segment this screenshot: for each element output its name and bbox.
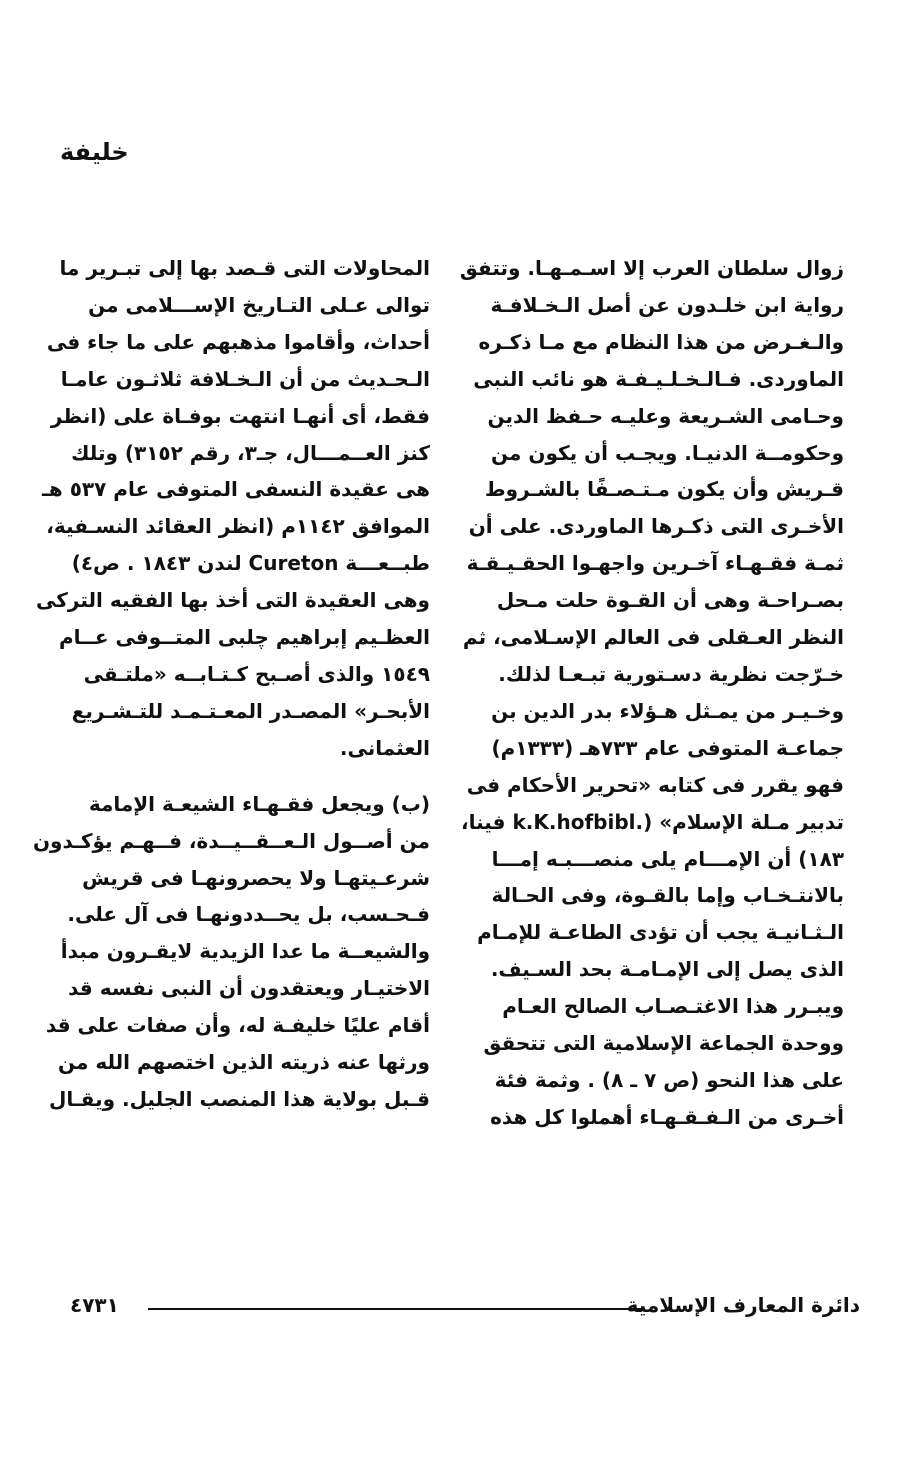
text-line: فـحـسب، بل يحــددونهـا فى آل على. — [67, 902, 430, 927]
text-line: العظـيم إبراهيم چلبى المتــوفى عــام — [58, 625, 430, 650]
encyclopedia-title: دائرة المعارف الإسلامية — [626, 1293, 860, 1317]
text-line: فهو يقرر فى كتابه «تحرير الأحكام فى — [466, 772, 844, 797]
text-line: أقام عليًا خليفـة له، وأن صفات على قد — [45, 1013, 430, 1038]
paragraph — [32, 786, 430, 1118]
text-line: توالى عـلى التـاريخ الإســـلامى من — [88, 292, 430, 317]
text-line: الأخـرى التى ذكـرها الماوردى. على أن — [468, 514, 844, 539]
text-line: زوال سلطان العرب إلا اسـمـهـا. وتتفق — [459, 256, 844, 280]
text-line: الذى يصل إلى الإمـامـة بحد السـيف. — [490, 957, 844, 982]
text-line: (ب) ويجعل فقـهـاء الشيعـة الإمامة — [88, 791, 430, 816]
text-line: والـغـرض من هذا النظام مع مـا ذكـره — [478, 329, 844, 354]
text-line: بالانتـخـاب وإما بالقـوة، وفى الحـالة — [491, 883, 844, 908]
text-line: ويبـرر هذا الاغتـصـاب الصالح العـام — [502, 994, 844, 1019]
text-line: وهى العقيدة التى أخذ بها الفقيه التركى — [36, 588, 430, 613]
text-line: ثمـة فقـهـاء آخـرين واجهـوا الحقـيـقـة — [466, 551, 844, 576]
text-line: قـريش وأن يكون مـتـصـفًا بالشـروط — [484, 477, 844, 502]
text-column-left — [32, 250, 430, 1118]
text-line: طبــعـــة Cureton لندن ١٨٤٣ . ص٤) — [71, 551, 430, 576]
text-line: وخـيـر من يمـثل هـؤلاء بدر الدين بن — [491, 698, 844, 723]
text-line: وحكومــة الدنيـا. ويجـب أن يكون من — [491, 440, 844, 465]
text-line: وحـامى الشـريعة وعليـه حـفظ الدين — [487, 403, 844, 428]
paragraph-gap — [70, 767, 430, 786]
text-line: الماوردى. فـالـخـلـيـفـة هو نائب النبى — [473, 366, 844, 391]
text-column-right — [459, 250, 844, 1136]
text-line: من أصــول الـعــقــيــدة، فــهـم يؤكـدون — [32, 828, 430, 853]
text-line: النظر العـقلى فى العالم الإسـلامى، ثم — [462, 625, 844, 650]
text-line: الـثـانيـة يجب أن تؤدى الطاعـة للإمـام — [477, 920, 844, 945]
running-head: خليفة — [60, 138, 129, 166]
text-line: شرعـيتهـا ولا يحصرونهـا فى قريش — [82, 865, 430, 890]
text-line: ورثها عنه ذريته الذين اختصهم الله من — [58, 1050, 430, 1075]
text-line: فقط، أى أنهـا انتهت بوفـاة على (انظر — [50, 403, 430, 428]
text-line: الاختيـار ويعتقدون أن النبى نفسه قد — [68, 976, 430, 1001]
text-line: ١٥٤٩ والذى أصـبح كـتـابــه «ملتـقى — [83, 661, 430, 686]
footer-rule — [148, 1308, 645, 1310]
text-line: والشيعــة ما عدا الزيدية لايقـرون مبدأ — [60, 939, 430, 964]
paragraph — [36, 250, 430, 767]
text-line: خـرّجت نظرية دسـتورية تبـعـا لذلك. — [498, 661, 844, 686]
page-number: ٤٧٣١ — [70, 1293, 119, 1317]
text-line: الأبحـر» المصـدر المعـتـمـد للتـشـريع — [71, 698, 430, 723]
text-line: ١٨٣) أن الإمـــام يلى منصـــبـه إمـــا — [491, 846, 844, 871]
text-line: المحاولات التى قـصد بها إلى تبـرير ما — [59, 256, 430, 280]
text-line: رواية ابن خلـدون عن أصل الـخـلافـة — [490, 292, 844, 317]
text-line: ووحدة الجماعة الإسلامية التى تتحقق — [483, 1031, 844, 1056]
text-line: أحداث، وأقاموا مذهبهم على ما جاء فى — [46, 329, 430, 354]
text-line: أخـرى من الـفـقـهـاء أهملوا كل هذه — [490, 1104, 844, 1129]
text-line: قـبل بولاية هذا المنصب الجليل. ويقـال — [48, 1086, 430, 1111]
text-line: على هذا النحو (ص ٧ ـ ٨) . وثمة فئة — [494, 1067, 844, 1092]
text-line: هى عقيدة النسفى المتوفى عام ٥٣٧ هـ — [42, 477, 430, 502]
text-line: تدبير مـلة الإسلام» (.k.K.hofbibl فينا، — [460, 809, 844, 834]
page-footer — [70, 1293, 860, 1327]
text-line: بصـراحـة وهى أن القـوة حلت مـحل — [496, 588, 844, 613]
text-line: كنز العــمـــال، جـ٣، رقم ٣١٥٢) وتلك — [71, 440, 430, 465]
paragraph — [459, 250, 844, 1136]
text-line: جماعـة المتوفى عام ٧٣٣هـ (١٣٣٣م) — [491, 735, 844, 760]
text-line: العثمانى. — [339, 735, 430, 760]
text-line: الموافق ١١٤٢م (انظر العقائد النسـفية، — [46, 514, 430, 539]
text-line: الـحـديث من أن الـخـلافة ثلاثـون عامـا — [60, 366, 430, 391]
